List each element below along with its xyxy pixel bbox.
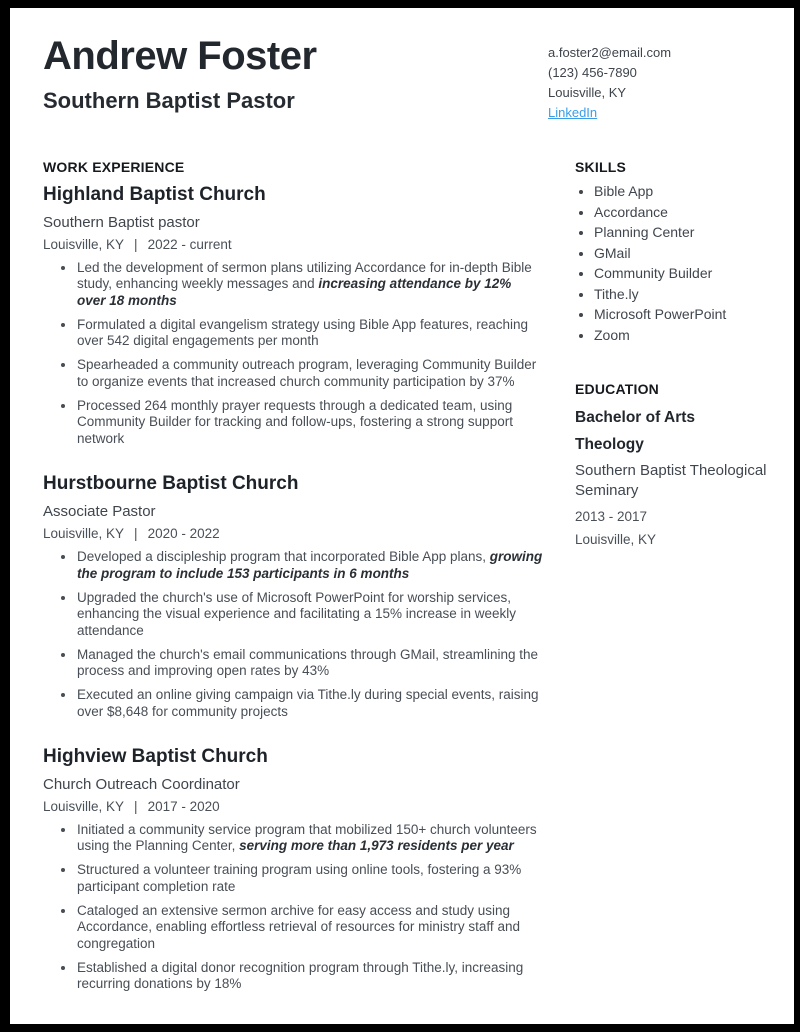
job-bullet-item: • Formulated a digital evangelism strategy using Bible App features, reaching over 542 digital engagements per month <box>76 317 543 350</box>
job-meta <box>43 799 543 814</box>
company-name: Highview Baptist Church <box>43 746 268 768</box>
meta-separator: | <box>134 236 138 252</box>
skill-item: • Zoom <box>594 328 794 342</box>
education-location: Louisville, KY <box>575 532 657 548</box>
linkedin-link[interactable]: LinkedIn <box>548 105 598 120</box>
identity-block <box>43 34 317 114</box>
education-heading: EDUCATION <box>575 380 659 397</box>
resume-header <box>43 34 776 123</box>
skill-item: • Accordance <box>594 205 794 219</box>
sidebar-column <box>575 159 794 1019</box>
bullet-emphasis: growing the program to include 153 participants in 6 months <box>77 549 543 581</box>
education-major: Theology <box>575 435 644 453</box>
education-dates: 2013 - 2017 <box>575 509 648 525</box>
job-bullet-item: • Developed a discipleship program that incorporated Bible App plans, growing the program to include 153 participants in 6 months <box>76 549 543 582</box>
skill-item: • Community Builder <box>594 266 794 280</box>
job-entry <box>43 746 543 993</box>
job-dates: 2017 - 2020 <box>147 798 220 814</box>
skills-list <box>575 184 794 342</box>
contact-location: Louisville, KY <box>548 85 627 100</box>
meta-separator: | <box>134 526 138 542</box>
person-name: Andrew Foster <box>43 34 317 78</box>
jobs-list <box>43 184 543 993</box>
job-bullet-item: • Established a digital donor recognition program through Tithe.ly, increasing recurring donations by 18% <box>76 960 543 993</box>
job-bullet-item: • Cataloged an extensive sermon archive for easy access and study using Accordance, enabling effortless retrieval of resources for ministry staff and congregation <box>76 903 543 953</box>
job-location: Louisville, KY <box>43 798 125 814</box>
skills-heading: SKILLS <box>575 159 626 175</box>
job-role: Church Outreach Coordinator <box>43 775 240 793</box>
education-degree: Bachelor of Arts <box>575 408 696 426</box>
skill-item: • Planning Center <box>594 225 794 239</box>
skill-item: • Tithe.ly <box>594 287 794 301</box>
job-bullet-item: • Spearheaded a community outreach program, leveraging Community Builder to organize events that increased church community participation by 37% <box>76 357 543 390</box>
job-entry <box>43 473 543 720</box>
company-name: Highland Baptist Church <box>43 184 266 205</box>
bullet-emphasis: serving more than 1,973 residents per year <box>239 838 514 854</box>
job-meta <box>43 237 543 252</box>
contact-email: a.foster2@email.com <box>548 45 672 60</box>
job-dates: 2022 - current <box>147 236 232 252</box>
job-entry <box>43 184 543 447</box>
skill-item: • Bible App <box>594 184 794 198</box>
job-bullet-item: • Executed an online giving campaign via Tithe.ly during special events, raising over $8,648 for community projects <box>76 687 543 720</box>
job-role: Southern Baptist pastor <box>43 213 200 231</box>
skill-item: • GMail <box>594 246 794 260</box>
work-experience-section <box>43 159 543 1019</box>
bullet-emphasis: increasing attendance by 12% over 18 months <box>77 276 512 308</box>
job-bullet-item: • Structured a volunteer training program using online tools, fostering a 93% participant completion rate <box>76 862 543 895</box>
job-bullet-item: • Initiated a community service program that mobilized 150+ church volunteers using the Planning Center, serving more than 1,973 residents per year <box>76 822 543 855</box>
meta-separator: | <box>134 798 138 814</box>
work-experience-heading: WORK EXPERIENCE <box>43 159 185 175</box>
contact-linkedin-line <box>548 103 776 123</box>
content-columns <box>43 159 776 1019</box>
person-title: Southern Baptist Pastor <box>43 87 295 113</box>
company-name: Hurstbourne Baptist Church <box>43 473 299 495</box>
job-location: Louisville, KY <box>43 236 125 252</box>
job-bullet-item: • Upgraded the church's use of Microsoft PowerPoint for worship services, enhancing the visual experience and facilitating a 15% increase in weekly attendance <box>76 590 543 640</box>
job-bullet-item: • Led the development of sermon plans utilizing Accordance for in-depth Bible study, enhancing weekly messages and increasing attendance by 12% over 18 months <box>76 260 543 310</box>
job-meta <box>43 526 543 541</box>
job-bullets <box>43 260 543 448</box>
job-bullets <box>43 549 543 720</box>
skill-item: • Microsoft PowerPoint <box>594 307 794 321</box>
job-role: Associate Pastor <box>43 503 156 521</box>
job-dates: 2020 - 2022 <box>147 526 220 542</box>
job-location: Louisville, KY <box>43 526 125 542</box>
contact-phone: (123) 456-7890 <box>548 65 637 80</box>
job-bullet-item: • Managed the church's email communications through GMail, streamlining the process and improving open rates by 43% <box>76 647 543 680</box>
job-bullets <box>43 822 543 993</box>
contact-block <box>548 34 776 123</box>
resume-page <box>10 8 794 1024</box>
job-bullet-item: • Processed 264 monthly prayer requests through a dedicated team, using Community Builder for tracking and follow-ups, fostering a strong support network <box>76 398 543 448</box>
education-school: Southern Baptist Theological Seminary <box>575 461 767 500</box>
